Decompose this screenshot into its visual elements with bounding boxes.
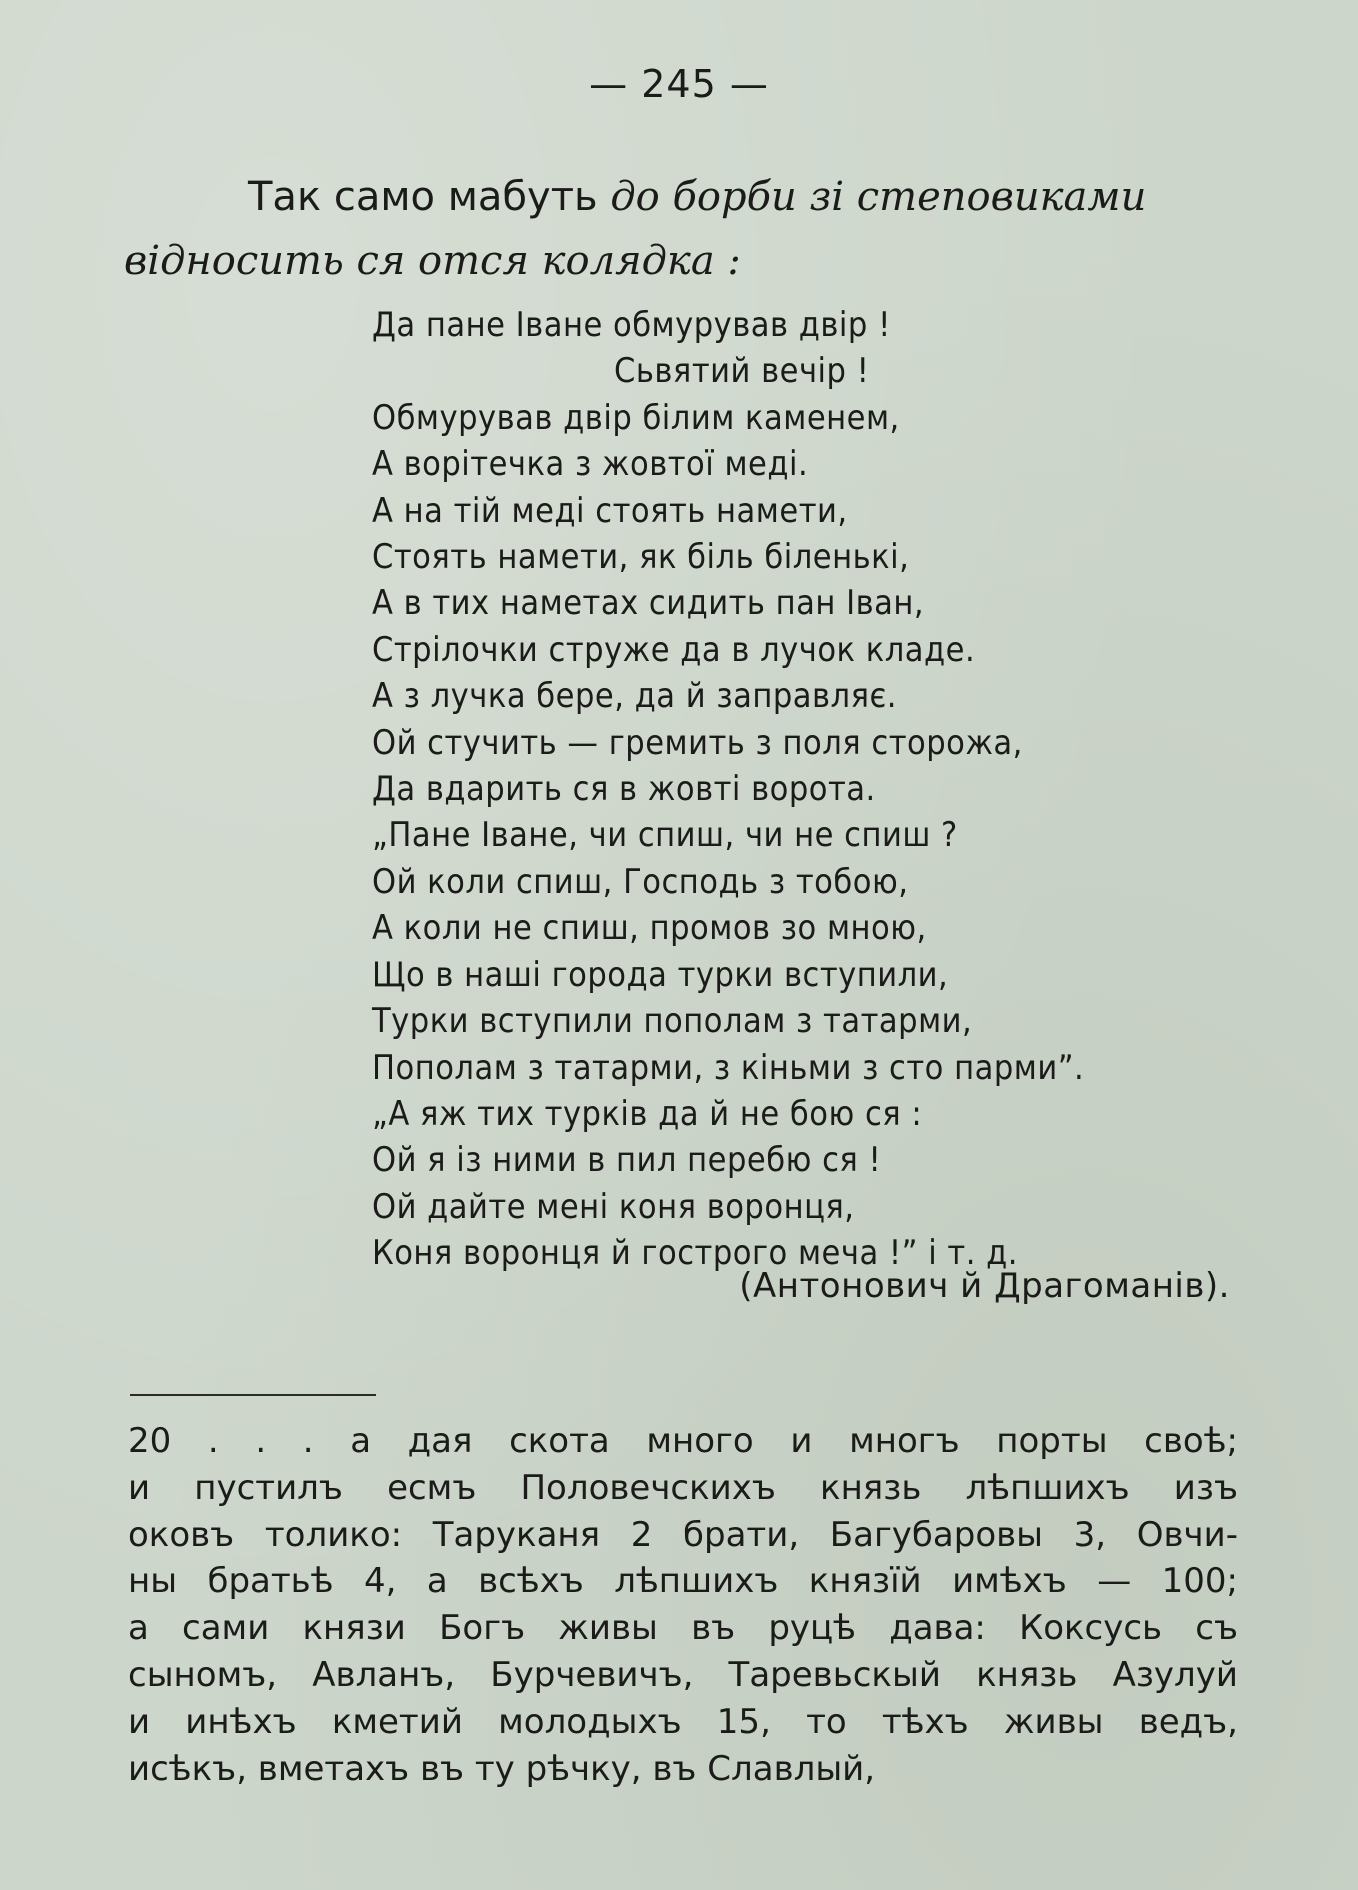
carol-verse [372, 302, 1252, 1277]
verse-line: Ой коли спиш, Господь з тобою, [372, 861, 909, 902]
footnote [128, 1418, 1238, 1792]
verse-attribution: (Антонович й Драгоманів). [739, 1266, 1230, 1306]
verse-line: „Пане Іване, чи спиш, чи не спиш ? [372, 815, 958, 856]
footnote-line: а сами князи Богъ живы въ руцѣ дава: Коксусь съ [128, 1608, 1238, 1649]
footnote-line: исѣкъ, вметахъ въ ту рѣчку, въ Славлый, [128, 1748, 876, 1789]
footnote-line: 20 . . . а дая скота много и многъ порты своѣ; [128, 1421, 1238, 1461]
verse-line: Що в наші города турки вступили, [372, 954, 949, 995]
footnote-line: сыномъ, Авланъ, Бурчевичъ, Таревьскый князь Азулуй [128, 1654, 1238, 1695]
verse-line: А на тій меді стоять намети, [372, 490, 848, 531]
footnote-divider [130, 1394, 376, 1396]
footnote-line: ны братьѣ 4, а всѣхъ лѣпшихъ князїй имѣхъ — 100; [128, 1561, 1238, 1602]
verse-line: Обмурував двір білим каменем, [372, 397, 900, 438]
verse-line: А ворітечка з жовтої меді. [372, 444, 809, 485]
verse-line: Да вдарить ся в жовті ворота. [372, 769, 876, 810]
intro-paragraph [124, 165, 1234, 293]
verse-line: Стоять намети, як біль біленькі, [372, 537, 910, 578]
verse-line: „А яж тих турків да й не бою ся : [372, 1093, 923, 1134]
verse-refrain: Сьвятий вечір ! [614, 351, 870, 392]
verse-line: Ой я із ними в пил перебю ся ! [372, 1140, 882, 1181]
footnote-line: и пустилъ есмъ Половечскихъ князь лѣпшихъ изъ [128, 1467, 1238, 1508]
verse-line: Ой дайте мені коня воронця, [372, 1186, 855, 1227]
verse-line: А коли не спиш, промов зо мною, [372, 908, 927, 949]
intro-plain-text: Так само мабуть [248, 174, 611, 220]
intro-italic-text: до борби зі степовиками відносить ся отся колядка : [124, 174, 1147, 284]
verse-line: Стрілочки струже да в лучок кладе. [372, 629, 976, 670]
footnote-line: и инѣхъ кметий молодыхъ 15, то тѣхъ живы ведъ, [128, 1701, 1238, 1742]
verse-line: Ой стучить — гремить з поля сторожа, [372, 722, 1023, 763]
verse-line: А з лучка бере, да й заправляє. [372, 676, 897, 717]
verse-line: Турки вступили пополам з татарми, [372, 1001, 973, 1042]
footnote-line: оковъ толико: Таруканя 2 брати, Багубаровы 3, Овчи- [128, 1514, 1238, 1555]
verse-line: Пополам з татарми, з кіньми з сто пармиˮ. [372, 1047, 1085, 1088]
verse-line: Да пане Іване обмурував двір ! [372, 305, 891, 345]
verse-line: Коня воронця й гострого меча !ˮ і т. д. [372, 1233, 1019, 1274]
verse-line: А в тих наметах сидить пан Іван, [372, 583, 925, 624]
page-number: — 245 — [589, 62, 769, 106]
